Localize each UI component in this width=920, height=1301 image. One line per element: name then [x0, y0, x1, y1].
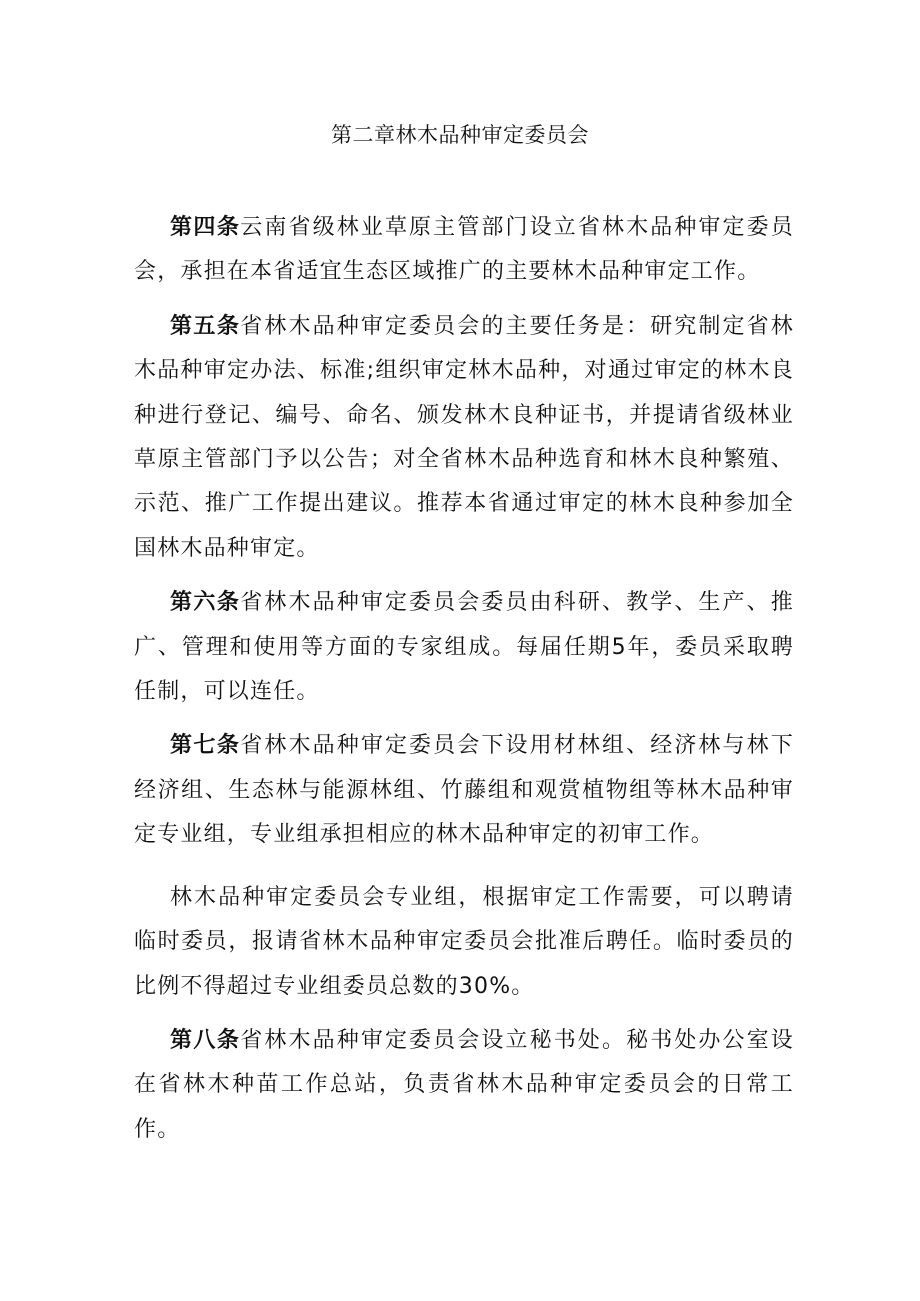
article-text: 云南省级林业草原主管部门设立省林木品种审定委员会，承担在本省适宜生态区域推广的主要林木品种审定工作。 [134, 215, 794, 285]
article-text: 省林木品种审定委员会的主要任务是：研究制定省林木品种审定办法、标准;组织审定林木品种，对通过审定的林木良种进行登记、编号、命名、颁发林木良种证书，并提请省级林业草原主管部门予以公告；对全省林木品种选育和林木良种繁殖、示范、推广工作提出建议。推荐本省通过审定的林木良种参加全国林木品种审定。 [134, 313, 794, 561]
article-6 [134, 581, 794, 714]
article-label: 第八条 [170, 1027, 241, 1053]
document-body [134, 206, 794, 1162]
article-label: 第七条 [170, 733, 241, 759]
article-text: 林木品种审定委员会专业组，根据审定工作需要，可以聘请临时委员，报请省林木品种审定委员会批准后聘任。临时委员的比例不得超过专业组委员总数的30%。 [134, 884, 794, 999]
article-text: 省林木品种审定委员会下设用材林组、经济林与林下经济组、生态林与能源林组、竹藤组和观赏植物组等林木品种审定专业组，专业组承担相应的林木品种审定的初审工作。 [134, 733, 794, 848]
article-text: 省林木品种审定委员会设立秘书处。秘书处办公室设在省林木种苗工作总站，负责省林木品种审定委员会的日常工作。 [134, 1027, 794, 1142]
article-5 [134, 305, 794, 571]
article-4 [134, 206, 794, 295]
article-label: 第六条 [170, 590, 241, 616]
article-label: 第五条 [170, 313, 241, 339]
article-7-clause-2 [134, 876, 794, 1009]
article-8 [134, 1019, 794, 1152]
article-7 [134, 724, 794, 857]
article-text: 省林木品种审定委员会委员由科研、教学、生产、推广、管理和使用等方面的专家组成。每届任期5年，委员采取聘任制，可以连任。 [134, 590, 794, 705]
article-label: 第四条 [170, 215, 241, 240]
chapter-title: 第二章林木品种审定委员会 [331, 123, 589, 147]
